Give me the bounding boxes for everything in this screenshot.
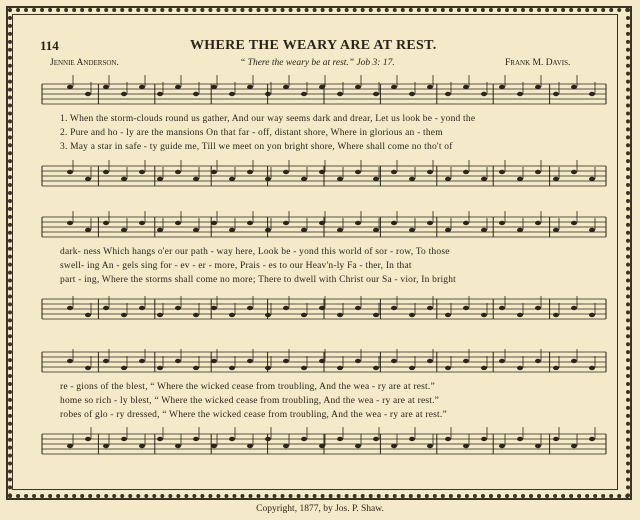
note-head: [175, 221, 181, 225]
note-head: [103, 444, 109, 448]
note-head: [589, 313, 595, 317]
note-head: [247, 444, 253, 448]
note-head: [247, 85, 253, 89]
note-head: [319, 444, 325, 448]
note-head: [553, 437, 559, 441]
note-head: [211, 306, 217, 310]
music-system-3: [40, 340, 610, 465]
note-head: [553, 313, 559, 317]
note-head: [157, 92, 163, 96]
note-head: [589, 366, 595, 370]
note-head: [571, 306, 577, 310]
note-head: [427, 444, 433, 448]
note-head: [319, 170, 325, 174]
note-head: [481, 92, 487, 96]
note-head: [499, 221, 505, 225]
note-head: [85, 177, 91, 181]
note-head: [553, 177, 559, 181]
lyric-line: part - ing, Where the storms shall come no more; There to dwell with Christ our Sa - vior, In bright: [60, 275, 457, 285]
note-head: [283, 306, 289, 310]
note-head: [247, 306, 253, 310]
note-head: [301, 177, 307, 181]
note-head: [481, 313, 487, 317]
note-head: [337, 92, 343, 96]
note-head: [553, 228, 559, 232]
note-head: [355, 359, 361, 363]
note-head: [193, 366, 199, 370]
music-system-1: [40, 72, 610, 197]
note-head: [355, 306, 361, 310]
note-head: [121, 92, 127, 96]
note-head: [139, 444, 145, 448]
note-head: [139, 359, 145, 363]
note-head: [517, 228, 523, 232]
note-head: [67, 444, 73, 448]
note-head: [391, 170, 397, 174]
note-head: [265, 366, 271, 370]
note-head: [67, 85, 73, 89]
note-head: [499, 85, 505, 89]
note-head: [319, 85, 325, 89]
page-header: [40, 38, 610, 54]
note-head: [211, 170, 217, 174]
note-head: [589, 92, 595, 96]
note-head: [355, 221, 361, 225]
note-head: [301, 92, 307, 96]
note-head: [571, 221, 577, 225]
note-head: [571, 359, 577, 363]
note-head: [229, 366, 235, 370]
note-head: [337, 228, 343, 232]
lyric-line: swell- ing An - gels sing for - ev - er - more, Prais - es to our Heav'n-ly Fa - ther, In that: [60, 261, 412, 271]
note-head: [535, 306, 541, 310]
note-head: [535, 221, 541, 225]
note-head: [175, 85, 181, 89]
note-head: [373, 92, 379, 96]
note-head: [247, 359, 253, 363]
note-head: [139, 221, 145, 225]
note-head: [229, 92, 235, 96]
note-head: [121, 228, 127, 232]
note-head: [85, 228, 91, 232]
note-head: [67, 221, 73, 225]
note-head: [139, 170, 145, 174]
note-head: [67, 359, 73, 363]
lyricist: Jennie Anderson.: [50, 58, 119, 68]
note-head: [373, 313, 379, 317]
lyric-line: robes of glo - ry dressed, “ Where the wicked cease from troubling, And the wea - ry are at rest.”: [60, 410, 447, 420]
note-head: [229, 437, 235, 441]
note-head: [193, 92, 199, 96]
note-head: [355, 444, 361, 448]
note-head: [301, 437, 307, 441]
scripture-reference: “ There the weary be at rest.” Job 3: 17.: [240, 58, 395, 68]
note-head: [499, 170, 505, 174]
note-head: [463, 221, 469, 225]
note-head: [85, 437, 91, 441]
note-head: [481, 177, 487, 181]
note-head: [571, 170, 577, 174]
note-head: [283, 221, 289, 225]
note-head: [247, 221, 253, 225]
note-head: [283, 85, 289, 89]
note-head: [391, 85, 397, 89]
note-head: [355, 170, 361, 174]
note-head: [535, 85, 541, 89]
note-head: [463, 85, 469, 89]
note-head: [103, 221, 109, 225]
note-head: [283, 359, 289, 363]
note-head: [499, 444, 505, 448]
note-head: [265, 313, 271, 317]
note-head: [103, 85, 109, 89]
note-head: [67, 170, 73, 174]
page-title: WHERE THE WEARY ARE AT REST.: [190, 38, 437, 53]
note-head: [589, 177, 595, 181]
note-head: [229, 313, 235, 317]
note-head: [175, 444, 181, 448]
note-head: [427, 170, 433, 174]
music-system-2: [40, 205, 610, 330]
note-head: [589, 228, 595, 232]
note-head: [499, 359, 505, 363]
lyric-line: home so rich - ly blest, “ Where the wicked cease from troubling, And the wea - ry are at rest.”: [60, 396, 440, 406]
note-head: [265, 437, 271, 441]
note-head: [409, 92, 415, 96]
note-head: [391, 359, 397, 363]
note-head: [463, 359, 469, 363]
note-head: [535, 444, 541, 448]
note-head: [283, 444, 289, 448]
note-head: [445, 366, 451, 370]
note-head: [175, 306, 181, 310]
note-head: [211, 85, 217, 89]
composer: Frank M. Davis.: [505, 58, 571, 68]
lyric-line: 3. May a star in safe - ty guide me, Till we meet on yon bright shore, Where shall come no tho't of: [60, 142, 453, 152]
note-head: [445, 228, 451, 232]
note-head: [301, 228, 307, 232]
note-head: [517, 92, 523, 96]
note-head: [121, 437, 127, 441]
note-head: [571, 85, 577, 89]
note-head: [301, 366, 307, 370]
note-head: [319, 359, 325, 363]
note-head: [409, 366, 415, 370]
note-head: [445, 313, 451, 317]
lyric-line: dark- ness Which hangs o'er our path - way here, Look be - yond this world of sor - row, To those: [60, 247, 450, 257]
note-head: [175, 170, 181, 174]
note-head: [337, 177, 343, 181]
note-head: [193, 437, 199, 441]
note-head: [157, 177, 163, 181]
note-head: [409, 437, 415, 441]
note-head: [445, 177, 451, 181]
note-head: [265, 92, 271, 96]
note-head: [373, 366, 379, 370]
note-head: [85, 366, 91, 370]
note-head: [571, 444, 577, 448]
note-head: [535, 170, 541, 174]
note-head: [373, 437, 379, 441]
note-head: [589, 437, 595, 441]
note-head: [517, 366, 523, 370]
note-head: [463, 444, 469, 448]
note-head: [481, 437, 487, 441]
note-head: [409, 313, 415, 317]
note-head: [427, 221, 433, 225]
note-head: [319, 306, 325, 310]
note-head: [391, 444, 397, 448]
note-head: [139, 306, 145, 310]
note-head: [247, 170, 253, 174]
note-head: [535, 359, 541, 363]
lyric-line: 1. When the storm-clouds round us gather, And our way seems dark and drear, Let us look be - yond the: [60, 114, 476, 124]
note-head: [229, 177, 235, 181]
note-head: [103, 359, 109, 363]
page-number: 114: [40, 38, 59, 53]
note-head: [265, 177, 271, 181]
note-head: [373, 177, 379, 181]
note-head: [85, 92, 91, 96]
note-head: [121, 177, 127, 181]
note-head: [499, 306, 505, 310]
note-head: [193, 177, 199, 181]
note-head: [517, 177, 523, 181]
note-head: [103, 170, 109, 174]
note-head: [265, 228, 271, 232]
note-head: [211, 359, 217, 363]
note-head: [427, 359, 433, 363]
note-head: [391, 306, 397, 310]
note-head: [121, 313, 127, 317]
note-head: [301, 313, 307, 317]
note-head: [409, 177, 415, 181]
note-head: [463, 306, 469, 310]
note-head: [427, 85, 433, 89]
note-head: [229, 228, 235, 232]
note-head: [85, 313, 91, 317]
note-head: [157, 313, 163, 317]
note-head: [481, 228, 487, 232]
note-head: [157, 437, 163, 441]
note-head: [157, 228, 163, 232]
note-head: [211, 221, 217, 225]
note-head: [553, 92, 559, 96]
note-head: [337, 437, 343, 441]
note-head: [67, 306, 73, 310]
note-head: [319, 221, 325, 225]
note-head: [427, 306, 433, 310]
lyric-line: re - gions of the blest, “ Where the wicked cease from troubling, And the wea - ry are at rest.”: [60, 382, 435, 392]
note-head: [373, 228, 379, 232]
lyric-line: 2. Pure and ho - ly are the mansions On that far - off, distant shore, Where in glorious an - them: [60, 128, 443, 138]
note-head: [121, 366, 127, 370]
note-head: [517, 437, 523, 441]
note-head: [211, 444, 217, 448]
note-head: [355, 85, 361, 89]
note-head: [445, 437, 451, 441]
note-head: [409, 228, 415, 232]
note-head: [463, 170, 469, 174]
note-head: [283, 170, 289, 174]
note-head: [157, 366, 163, 370]
note-head: [175, 359, 181, 363]
note-head: [193, 313, 199, 317]
note-head: [103, 306, 109, 310]
copyright-notice: Copyright, 1877, by Jos. P. Shaw.: [256, 504, 384, 514]
note-head: [517, 313, 523, 317]
note-head: [391, 221, 397, 225]
note-head: [139, 85, 145, 89]
note-head: [481, 366, 487, 370]
note-head: [445, 92, 451, 96]
note-head: [553, 366, 559, 370]
note-head: [337, 366, 343, 370]
note-head: [337, 313, 343, 317]
note-head: [193, 228, 199, 232]
